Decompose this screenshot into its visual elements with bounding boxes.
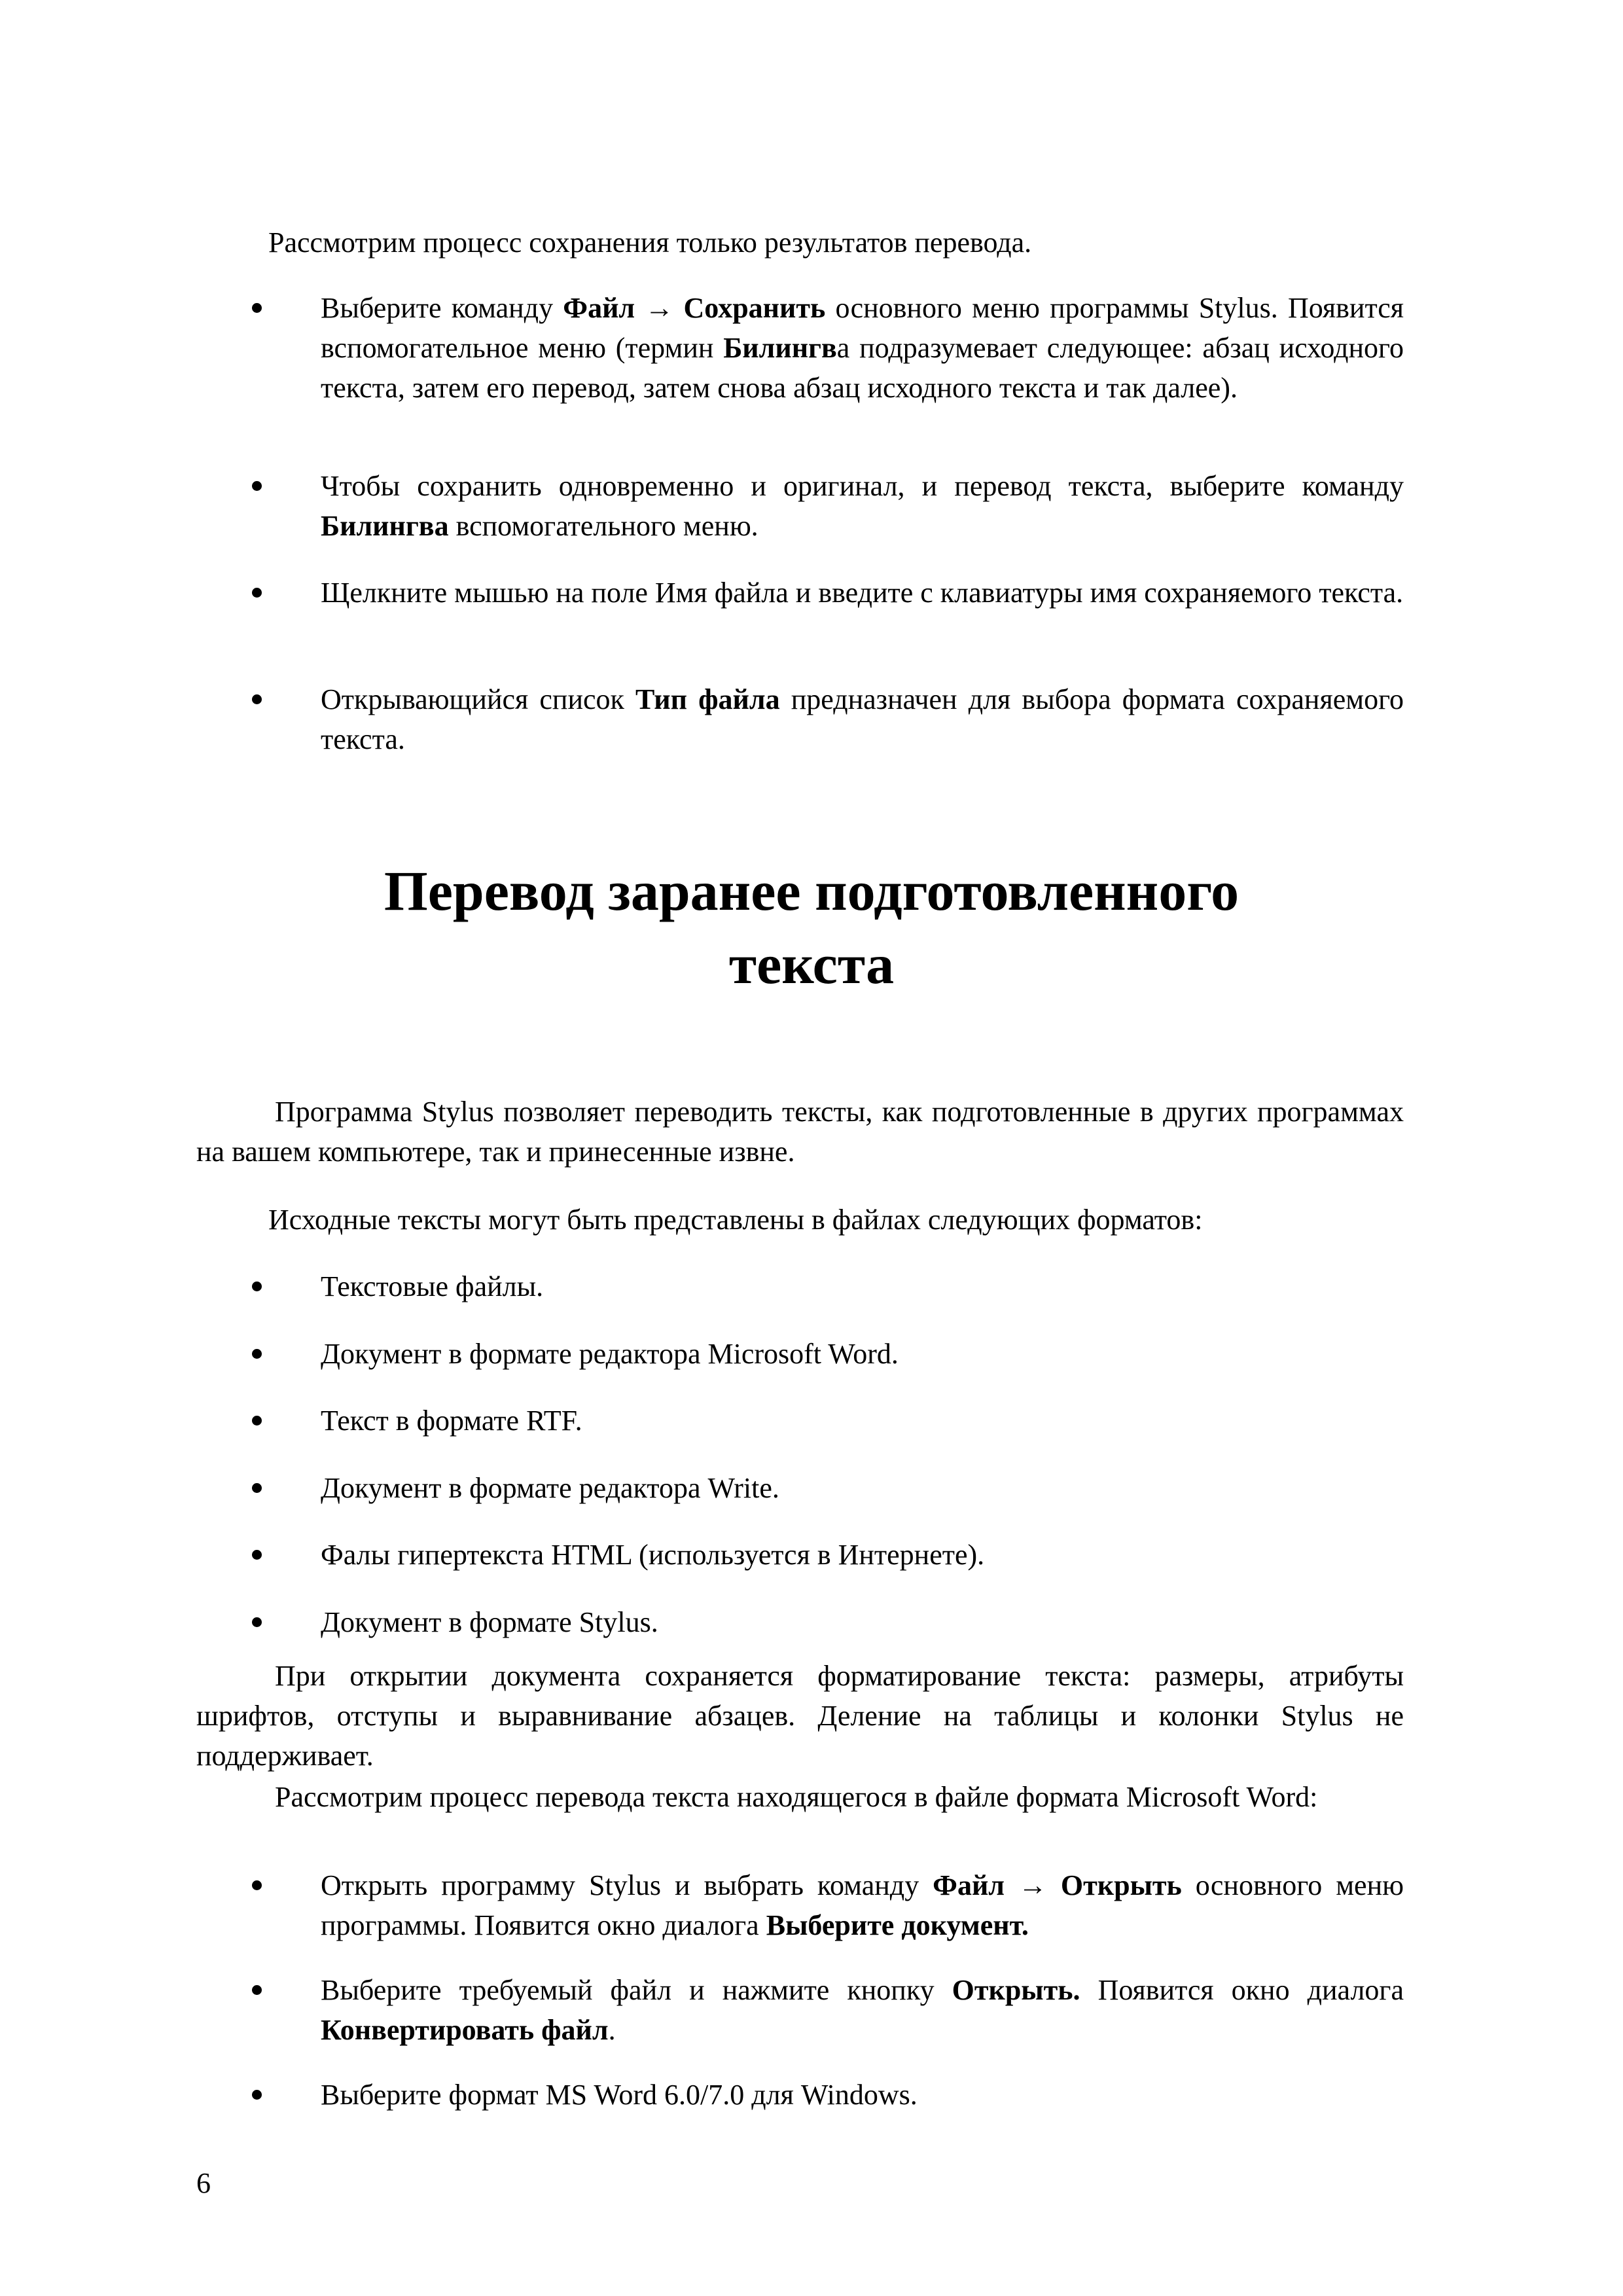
bullet-icon	[252, 1349, 262, 1359]
list-item-text: Текст в формате RTF.	[321, 1405, 582, 1437]
bullet-icon	[252, 588, 262, 598]
list-item	[268, 1535, 1404, 1575]
section-heading	[196, 854, 1427, 1001]
bullet-icon	[252, 2090, 262, 2100]
bold-term: Билингв	[723, 332, 837, 364]
bullet-icon	[252, 1282, 262, 1291]
page-number: 6	[196, 2167, 211, 2199]
bold-term: Файл	[563, 292, 635, 324]
bullet-icon	[252, 303, 262, 313]
list-item	[268, 573, 1404, 613]
list-item-text: Выберите требуемый файл и нажмите кнопку Открыть. Появится окно диалога Конвертировать файл.	[321, 1974, 1404, 2046]
list-item	[268, 1468, 1404, 1508]
bold-term: Файл	[933, 1869, 1005, 1901]
list-item-text: Фалы гипертекста HTML (используется в Интернете).	[321, 1539, 985, 1571]
bold-term: Открыть	[1060, 1869, 1182, 1901]
bold-term: →	[635, 292, 684, 324]
bullet-icon	[252, 481, 262, 491]
bullet-icon	[252, 1416, 262, 1426]
word-process-paragraph: Рассмотрим процесс перевода текста находящегося в файле формата Microsoft Word:	[275, 1781, 1318, 1813]
list-item-text: Текстовые файлы.	[321, 1270, 544, 1302]
list-item-text: Документ в формате Stylus.	[321, 1606, 658, 1638]
bold-term: Сохранить	[683, 292, 826, 324]
list-item	[268, 679, 1404, 759]
list-item	[268, 1334, 1404, 1374]
bullet-icon	[252, 1985, 262, 1995]
list-item	[268, 2075, 1404, 2115]
list-item	[268, 466, 1404, 546]
section-heading-line2: текста	[728, 933, 895, 996]
list-item	[268, 288, 1404, 408]
bullet-icon	[252, 694, 262, 704]
formats-intro: Исходные тексты могут быть представлены в файлах следующих форматов:	[268, 1204, 1203, 1236]
bold-term: Билингва	[321, 510, 449, 542]
bullet-icon	[252, 1550, 262, 1560]
list-item	[268, 1602, 1404, 1642]
list-item-text: Открыть программу Stylus и выбрать команду Файл → Открыть основного меню программы. Появится окно диалога Выберите документ.	[321, 1869, 1404, 1941]
intro-paragraph: Рассмотрим процесс сохранения только результатов перевода.	[268, 226, 1032, 259]
list-item-text: Выберите команду Файл → Сохранить основного меню программы Stylus. Появится вспомогательное меню (термин Билингва подразумевает следующее: абзац исходного текста, затем его перевод, затем снова абзац исходного текста и так далее).	[321, 292, 1404, 404]
bold-term: Тип файла	[635, 683, 780, 715]
bullet-icon	[252, 1483, 262, 1493]
formatting-note-paragraph: При открытии документа сохраняется форматирование текста: размеры, атрибуты шрифтов, отступы и выравнивание абзацев. Деление на таблицы и колонки Stylus не поддерживает.	[196, 1660, 1404, 1772]
list-item	[268, 1865, 1404, 1945]
intro-paragraph-2: Программа Stylus позволяет переводить тексты, как подготовленные в других программах на вашем компьютере, так и принесенные извне.	[196, 1096, 1404, 1168]
bold-term: Выберите документ.	[766, 1909, 1029, 1941]
list-item	[268, 1266, 1404, 1306]
list-item-text: Чтобы сохранить одновременно и оригинал, и перевод текста, выберите команду Билингва вспомогательного меню.	[321, 470, 1404, 542]
bold-term: Конвертировать файл	[321, 2014, 609, 2046]
list-item-text: Документ в формате редактора Microsoft Word.	[321, 1338, 899, 1370]
bold-term: Открыть.	[952, 1974, 1080, 2006]
section-heading-line1: Перевод заранее подготовленного	[383, 859, 1240, 922]
list-item-text: Выберите формат MS Word 6.0/7.0 для Windows.	[321, 2079, 918, 2111]
bullet-icon	[252, 1880, 262, 1890]
bold-term: →	[1004, 1869, 1061, 1901]
list-item-text: Щелкните мышью на поле Имя файла и введите с клавиатуры имя сохраняемого текста.	[321, 577, 1404, 609]
list-item	[268, 1401, 1404, 1441]
bullet-icon	[252, 1617, 262, 1627]
list-item	[268, 1970, 1404, 2050]
list-item-text: Открывающийся список Тип файла предназначен для выбора формата сохраняемого текста.	[321, 683, 1404, 755]
list-item-text: Документ в формате редактора Write.	[321, 1472, 779, 1504]
